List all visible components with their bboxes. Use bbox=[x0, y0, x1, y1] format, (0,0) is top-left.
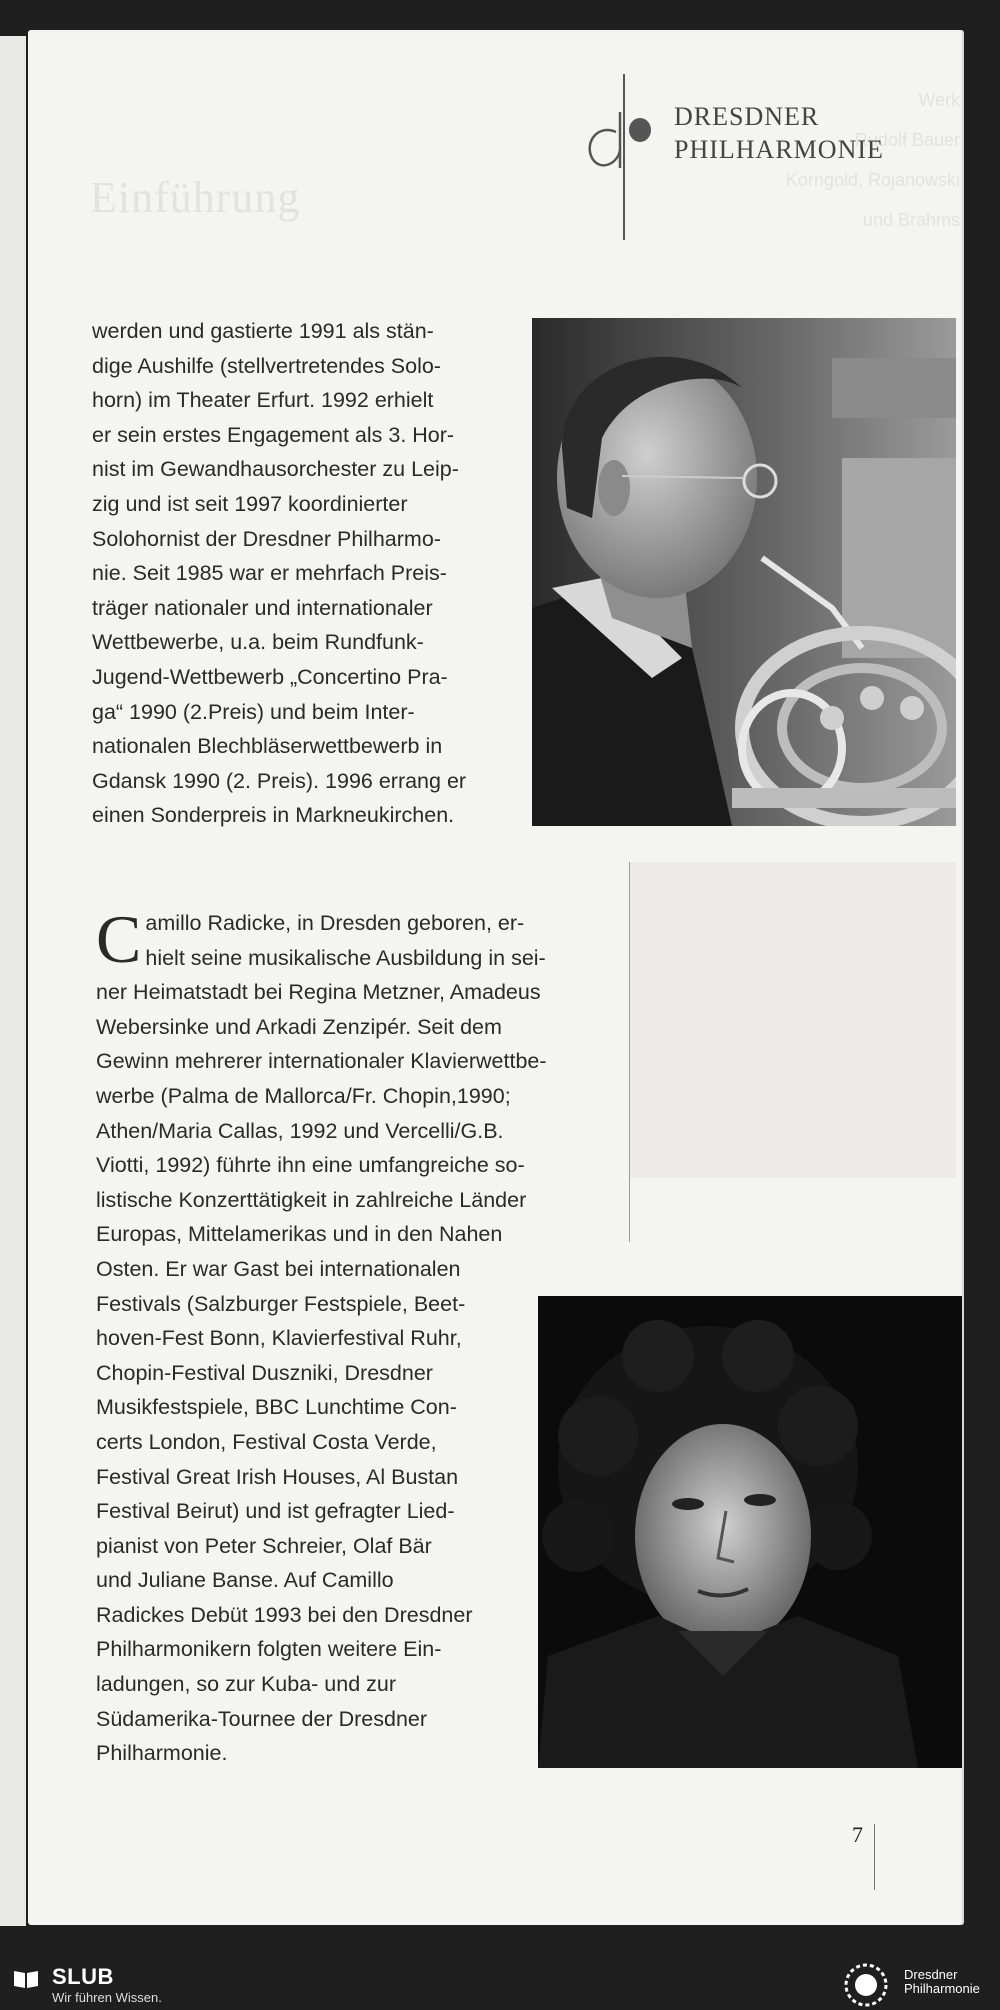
show-through-line: Korngold, Rojanowski bbox=[785, 170, 960, 190]
text-fragment: , in Dresden geboren, er- bbox=[285, 911, 525, 935]
text-line bbox=[96, 906, 602, 941]
text-line: Viotti, 1992) führte ihn eine umfangreiche so- bbox=[96, 1153, 525, 1178]
text-line: ladungen, so zur Kuba- und zur bbox=[96, 1672, 397, 1697]
horn-player-photo bbox=[532, 318, 956, 826]
text-line: Osten. Er war Gast bei internationalen bbox=[96, 1256, 461, 1281]
library-tagline: Wir führen Wissen. bbox=[52, 1990, 162, 2005]
library-name: SLUB bbox=[52, 1964, 114, 1989]
text-line: listische Konzerttätigkeit in zahlreiche Länder bbox=[96, 1187, 527, 1212]
text-line: Wettbewerbe, u.a. beim Rundfunk- bbox=[92, 630, 424, 655]
person-name: amillo Radicke bbox=[145, 911, 286, 935]
text-line: Athen/Maria Callas, 1992 und Vercelli/G.B. bbox=[96, 1118, 504, 1143]
text-line: zig und ist seit 1997 koordinierter bbox=[92, 491, 408, 516]
text-line: Festival Beirut) und ist gefragter Lied- bbox=[96, 1499, 455, 1524]
text-line: horn) im Theater Erfurt. 1992 erhielt bbox=[92, 388, 434, 413]
text-line: Europas, Mittelamerikas und in den Nahen bbox=[96, 1222, 503, 1247]
text-line: Chopin-Festival Duszniki, Dresdner bbox=[96, 1360, 433, 1385]
pianist-portrait-photo bbox=[538, 1296, 962, 1768]
text-line: Gewinn mehrerer internationaler Klavierwettbe- bbox=[96, 1049, 547, 1074]
show-through-line: Werk bbox=[918, 90, 960, 110]
logo-line-2: PHILHARMONIE bbox=[674, 135, 884, 164]
logo-line-1: DRESDNER bbox=[674, 102, 820, 131]
text-line: einen Sonderpreis in Markneukirchen. bbox=[92, 803, 455, 828]
text-line: ner Heimatstadt bei Regina Metzner, Amadeus bbox=[96, 980, 541, 1005]
text-line: nie. Seit 1985 war er mehrfach Preis- bbox=[92, 561, 447, 586]
text-line: Solohornist der Dresdner Philharmo- bbox=[92, 526, 441, 551]
text-line: Musikfestspiele, BBC Lunchtime Con- bbox=[96, 1395, 457, 1420]
text-line: er sein erstes Engagement als 3. Hor- bbox=[92, 422, 455, 447]
biography-paragraph-hornist bbox=[92, 314, 502, 833]
show-through-line: und Brahms bbox=[862, 210, 960, 230]
text-line: Festivals (Salzburger Festspiele, Beet- bbox=[96, 1291, 466, 1316]
text-line: werbe (Palma de Mallorca/Fr. Chopin,1990; bbox=[96, 1083, 511, 1108]
show-through-line: Rudolf Bauer bbox=[854, 130, 960, 150]
decorative-shaded-panel bbox=[630, 862, 956, 1178]
partner-name-line-2: Philharmonie bbox=[904, 1981, 980, 1996]
text-line: Philharmonikern folgten weitere Ein- bbox=[96, 1637, 442, 1662]
text-line: Festival Great Irish Houses, Al Bustan bbox=[96, 1464, 459, 1489]
text-line: Philharmonie. bbox=[96, 1741, 228, 1766]
text-line: pianist von Peter Schreier, Olaf Bär bbox=[96, 1533, 432, 1558]
partner-name-line-1: Dresdner bbox=[904, 1967, 958, 1982]
text-line: Gdansk 1990 (2. Preis). 1996 errang er bbox=[92, 768, 467, 793]
text-line: hielt seine musikalische Ausbildung in sei- bbox=[145, 945, 546, 970]
text-line: nationalen Blechbläserwettbewerb in bbox=[92, 734, 443, 759]
digitization-footer bbox=[0, 1958, 1000, 2010]
page-number: 7 bbox=[852, 1822, 863, 1847]
dresdner-philharmonie-logo bbox=[578, 72, 884, 242]
text-line: dige Aushilfe (stellvertretendes Solo- bbox=[92, 353, 441, 378]
slub-book-icon bbox=[12, 1968, 40, 1990]
text-line: ga“ 1990 (2.Preis) und beim Inter- bbox=[92, 699, 415, 724]
previous-page-edge bbox=[0, 36, 26, 1926]
text-line: Südamerika-Tournee der Dresdner bbox=[96, 1706, 428, 1731]
text-line: Jugend-Wettbewerb „Concertino Pra- bbox=[92, 664, 448, 689]
vertical-divider bbox=[629, 862, 630, 1242]
logo-wordmark bbox=[674, 100, 884, 166]
text-line: hoven-Fest Bonn, Klavierfestival Ruhr, bbox=[96, 1326, 462, 1351]
biography-paragraph-radicke bbox=[96, 901, 602, 1771]
drop-cap: C bbox=[96, 901, 142, 977]
partner-name bbox=[904, 1968, 980, 1996]
page-number-rule bbox=[874, 1824, 875, 1890]
dresdner-philharmonie-emblem-icon bbox=[840, 1962, 892, 2008]
text-line: certs London, Festival Costa Verde, bbox=[96, 1429, 437, 1454]
show-through-heading: Einführung bbox=[90, 173, 301, 222]
text-line: nist im Gewandhausorchester zu Leip- bbox=[92, 457, 459, 482]
dp-monogram-icon bbox=[578, 72, 678, 242]
text-line: und Juliane Banse. Auf Camillo bbox=[96, 1568, 394, 1593]
text-line: träger nationaler und internationaler bbox=[92, 595, 433, 620]
text-line: Radickes Debüt 1993 bei den Dresdner bbox=[96, 1602, 473, 1627]
text-line: Webersinke und Arkadi Zenzipér. Seit dem bbox=[96, 1014, 502, 1039]
text-line: werden und gastierte 1991 als stän- bbox=[92, 319, 434, 343]
